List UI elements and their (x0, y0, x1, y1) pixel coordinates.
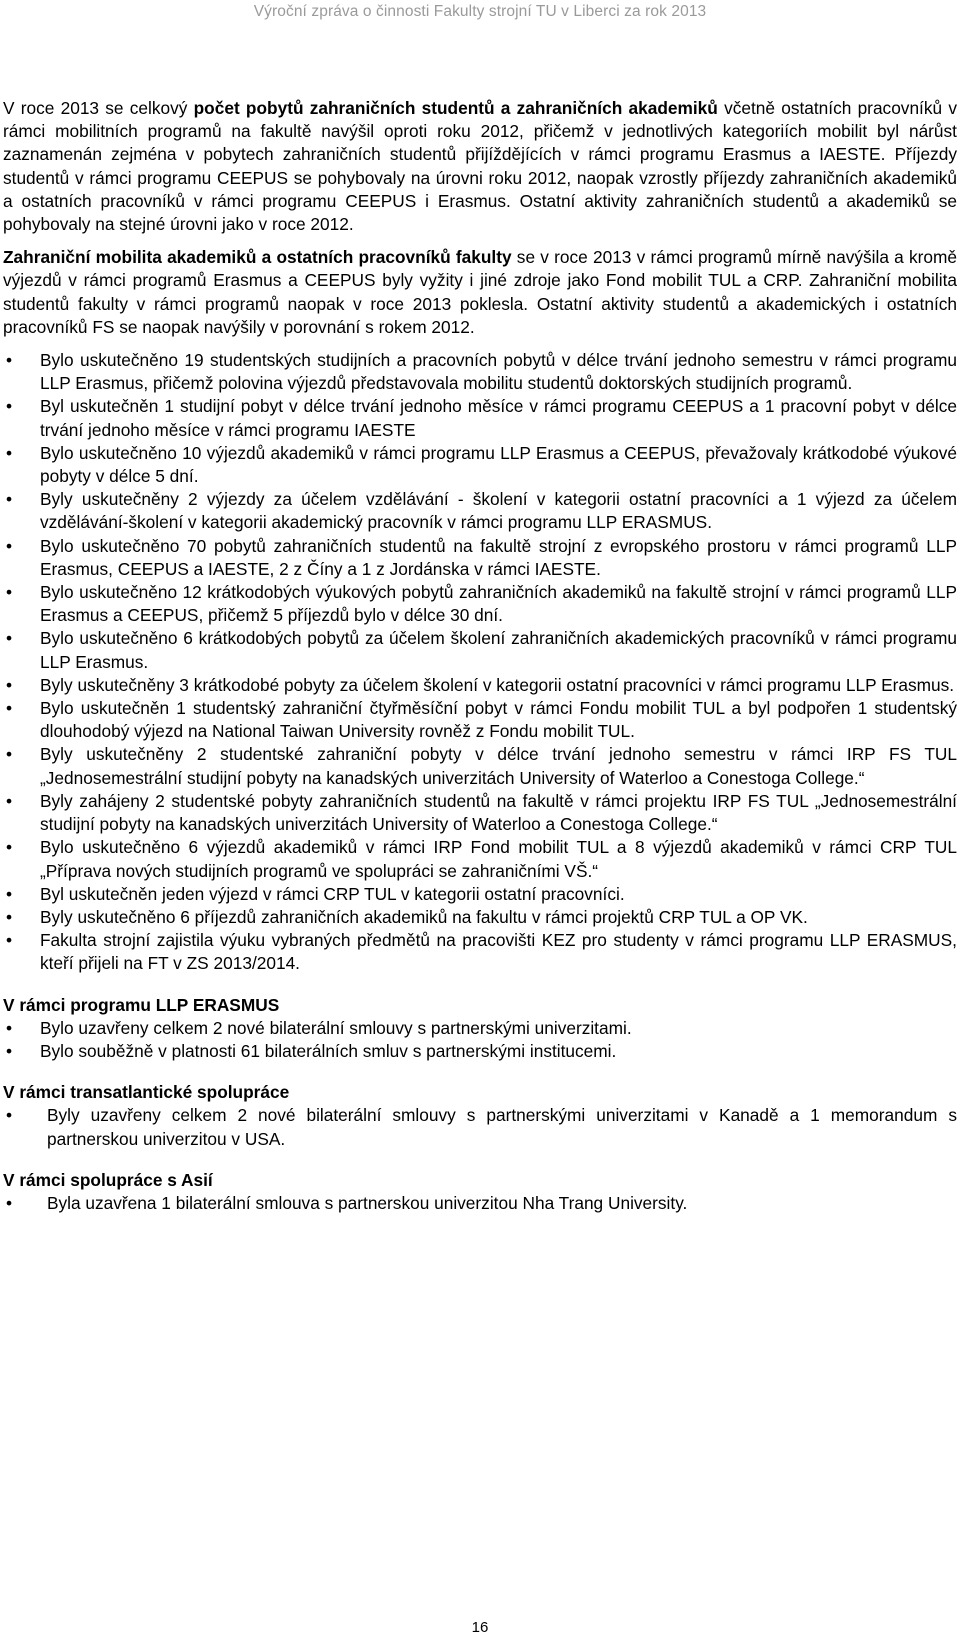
intro-text: V roce 2013 se celkový (3, 98, 194, 118)
document-body (3, 97, 957, 1226)
bullet-icon: • (5, 837, 13, 858)
bullet-icon: • (5, 1105, 13, 1126)
list-item-text: Byl uskutečněn jeden výjezd v rámci CRP TUL v kategorii ostatní pracovníci. (40, 883, 625, 904)
list-item (3, 349, 957, 395)
list-item-text: Bylo uskutečněno 19 studentských studijních a pracovních pobytů v délce trvání jednoho semestru v rámci programu LLP Erasmus, přičemž polovina výjezdů představovala mobilitu studentů doktorských studijních programů. (40, 350, 957, 394)
list-item (3, 743, 957, 789)
bullet-icon: • (5, 582, 13, 603)
section-heading-transatlantic: V rámci transatlantické spolupráce (3, 1082, 290, 1103)
asia-list (3, 1192, 957, 1215)
bullet-icon: • (5, 906, 13, 927)
list-item (3, 581, 957, 627)
bullet-icon: • (5, 489, 13, 510)
list-item (3, 488, 957, 534)
transatlantic-list (3, 1104, 957, 1150)
bullet-icon: • (5, 1017, 13, 1038)
bullet-icon: • (5, 790, 13, 811)
list-item-text: Byly uskutečněno 6 příjezdů zahraničních akademiků na fakultu v rámci projektů CRP TUL a OP VK. (40, 906, 808, 927)
bullet-icon: • (5, 396, 13, 417)
list-item-text: Byly uskutečněny 2 studentské zahraniční pobyty v délce trvání jednoho semestru v rámci IRP FS TUL „Jednosemestrální studijní pobyty na kanadských univerzitách University of Waterloo a Conestoga College.“ (40, 744, 957, 788)
list-item (3, 929, 957, 975)
bullet-icon: • (5, 698, 13, 719)
page-header: Výroční zpráva o činnosti Fakulty strojní TU v Liberci za rok 2013 (253, 3, 707, 20)
bullet-icon: • (5, 930, 13, 951)
list-item-text: Byly uzavřeny celkem 2 nové bilaterální smlouvy s partnerskými univerzitami v Kanadě a 1 memorandum s partnerskou univerzitou v USA. (47, 1105, 957, 1149)
erasmus-list (3, 1017, 957, 1063)
list-item-text: Bylo souběžně v platnosti 61 bilaterálních smluv s partnerskými institucemi. (40, 1040, 617, 1061)
activities-list (3, 349, 957, 975)
list-item-text: Bylo uskutečněno 6 výjezdů akademiků v rámci IRP Fond mobilit TUL a 8 výjezdů akademiků v rámci CRP TUL „Příprava nových studijních programů ve spolupráci se zahraničními VŠ.“ (40, 837, 957, 881)
list-item-text: Byly zahájeny 2 studentské pobyty zahraničních studentů na fakultě v rámci projektu IRP FS TUL „Jednosemestrální studijní pobyty na kanadských univerzitách University of Waterloo a Conestoga College.“ (40, 790, 957, 835)
intro-text: včetně ostatních pracovníků v rámci mobilitních programů na fakultě navýšil oproti roku 2012, přičemž v jednotlivých kategoriích mobilit byl nárůst zaznamenán zejména v pobytech zahraničních studentů přijíždějících v rámci programu Erasmus a IAESTE. Příjezdy studentů v rámci programu CEEPUS se pohybovaly na úrovni roku 2012, naopak vzrostly příjezdy zahraničních akademiků a ostatních pracovníků v rámci programu CEEPUS i Erasmus. Ostatní aktivity zahraničních studentů a akademiků se pohybovaly na stejné úrovni jako v roce 2012. (3, 98, 957, 235)
list-item-text: Byla uzavřena 1 bilaterální smlouva s partnerskou univerzitou Nha Trang University. (47, 1192, 688, 1213)
list-item-text: Fakulta strojní zajistila výuku vybraných předmětů na pracovišti KEZ pro studenty v rámci programu LLP ERASMUS, kteří přijeli na FT v ZS 2013/2014. (40, 930, 957, 974)
intro-emphasis: počet pobytů zahraničních studentů a zahraničních akademiků (193, 98, 718, 118)
page-number: 16 (471, 1619, 489, 1636)
bullet-icon: • (5, 1192, 13, 1213)
list-item-text: Bylo uzavřeny celkem 2 nové bilaterální smlouvy s partnerskými univerzitami. (40, 1017, 632, 1038)
list-item (3, 627, 957, 673)
bullet-icon: • (5, 535, 13, 556)
list-item-text: Bylo uskutečněno 70 pobytů zahraničních studentů na fakultě strojní z evropského prostoru v rámci programů LLP Erasmus, CEEPUS a IAESTE, 2 z Číny a 1 z Jordánska v rámci IAESTE. (40, 535, 957, 579)
bullet-icon: • (5, 744, 13, 765)
list-item-text: Byl uskutečněn 1 studijní pobyt v délce trvání jednoho měsíce v rámci programu CEEPUS a 1 pracovní pobyt v délce trvání jednoho měsíce v rámci programu IAESTE (40, 396, 957, 440)
list-item (3, 906, 957, 929)
section-heading-erasmus: V rámci programu LLP ERASMUS (3, 994, 280, 1015)
staff-mobility-emphasis: Zahraniční mobilita akademiků a ostatních pracovníků fakulty (3, 247, 512, 268)
bullet-icon: • (5, 628, 13, 649)
list-item-text: Bylo uskutečněno 6 krátkodobých pobytů za účelem školení zahraničních akademických pracovníků v rámci programu LLP Erasmus. (40, 628, 957, 672)
bullet-icon: • (5, 674, 13, 695)
list-item (3, 395, 957, 441)
list-item-text: Bylo uskutečněno 12 krátkodobých výukových pobytů zahraničních akademiků na fakultě strojní v rámci programů LLP Erasmus a CEEPUS, přičemž 5 příjezdů bylo v délce 30 dní. (40, 582, 957, 626)
list-item-text: Bylo uskutečněn 1 studentský zahraniční čtyřměsíční pobyt v rámci Fondu mobilit TUL a byl podpořen 1 studentský dlouhodobý výjezd na National Taiwan University rovněž z Fondu mobilit TUL. (40, 698, 957, 742)
bullet-icon: • (5, 442, 13, 463)
bullet-icon: • (5, 883, 13, 904)
list-item (3, 674, 957, 697)
bullet-icon: • (5, 350, 13, 371)
list-item (3, 1104, 957, 1150)
list-item (3, 1192, 957, 1215)
intro-paragraph-staff (3, 246, 957, 339)
bullet-icon: • (5, 1040, 13, 1061)
list-item (3, 697, 957, 743)
intro-paragraph-students (3, 97, 957, 236)
list-item-text: Byly uskutečněny 3 krátkodobé pobyty za účelem školení v kategorii ostatní pracovníci v rámci programu LLP Erasmus. (40, 674, 955, 695)
list-item (3, 790, 957, 836)
list-item (3, 836, 957, 882)
section-heading-asia: V rámci spolupráce s Asií (3, 1169, 213, 1190)
list-item (3, 1017, 957, 1040)
list-item-text: Bylo uskutečněno 10 výjezdů akademiků v rámci programu LLP Erasmus a CEEPUS, převažovaly krátkodobé výukové pobyty v délce 5 dní. (40, 442, 957, 487)
list-item (3, 442, 957, 488)
list-item (3, 1040, 957, 1063)
staff-mobility-text: se v roce 2013 v rámci programů mírně navýšila a kromě výjezdů v rámci programů Erasmus a CEEPUS byly vyžity i jiné zdroje jako Fond mobilit TUL a CRP. Zahraniční mobilita studentů fakulty v rámci programů naopak v roce 2013 poklesla. Ostatní aktivity studentů a akademických i ostatních pracovníků FS se naopak navýšily v porovnání s rokem 2012. (3, 247, 958, 337)
list-item (3, 535, 957, 581)
list-item (3, 883, 957, 906)
list-item-text: Byly uskutečněny 2 výjezdy za účelem vzdělávání - školení v kategorii ostatní pracovníci a 1 výjezd za účelem vzdělávání-školení v kategorii akademický pracovník v rámci programu LLP ERASMUS. (40, 489, 957, 533)
